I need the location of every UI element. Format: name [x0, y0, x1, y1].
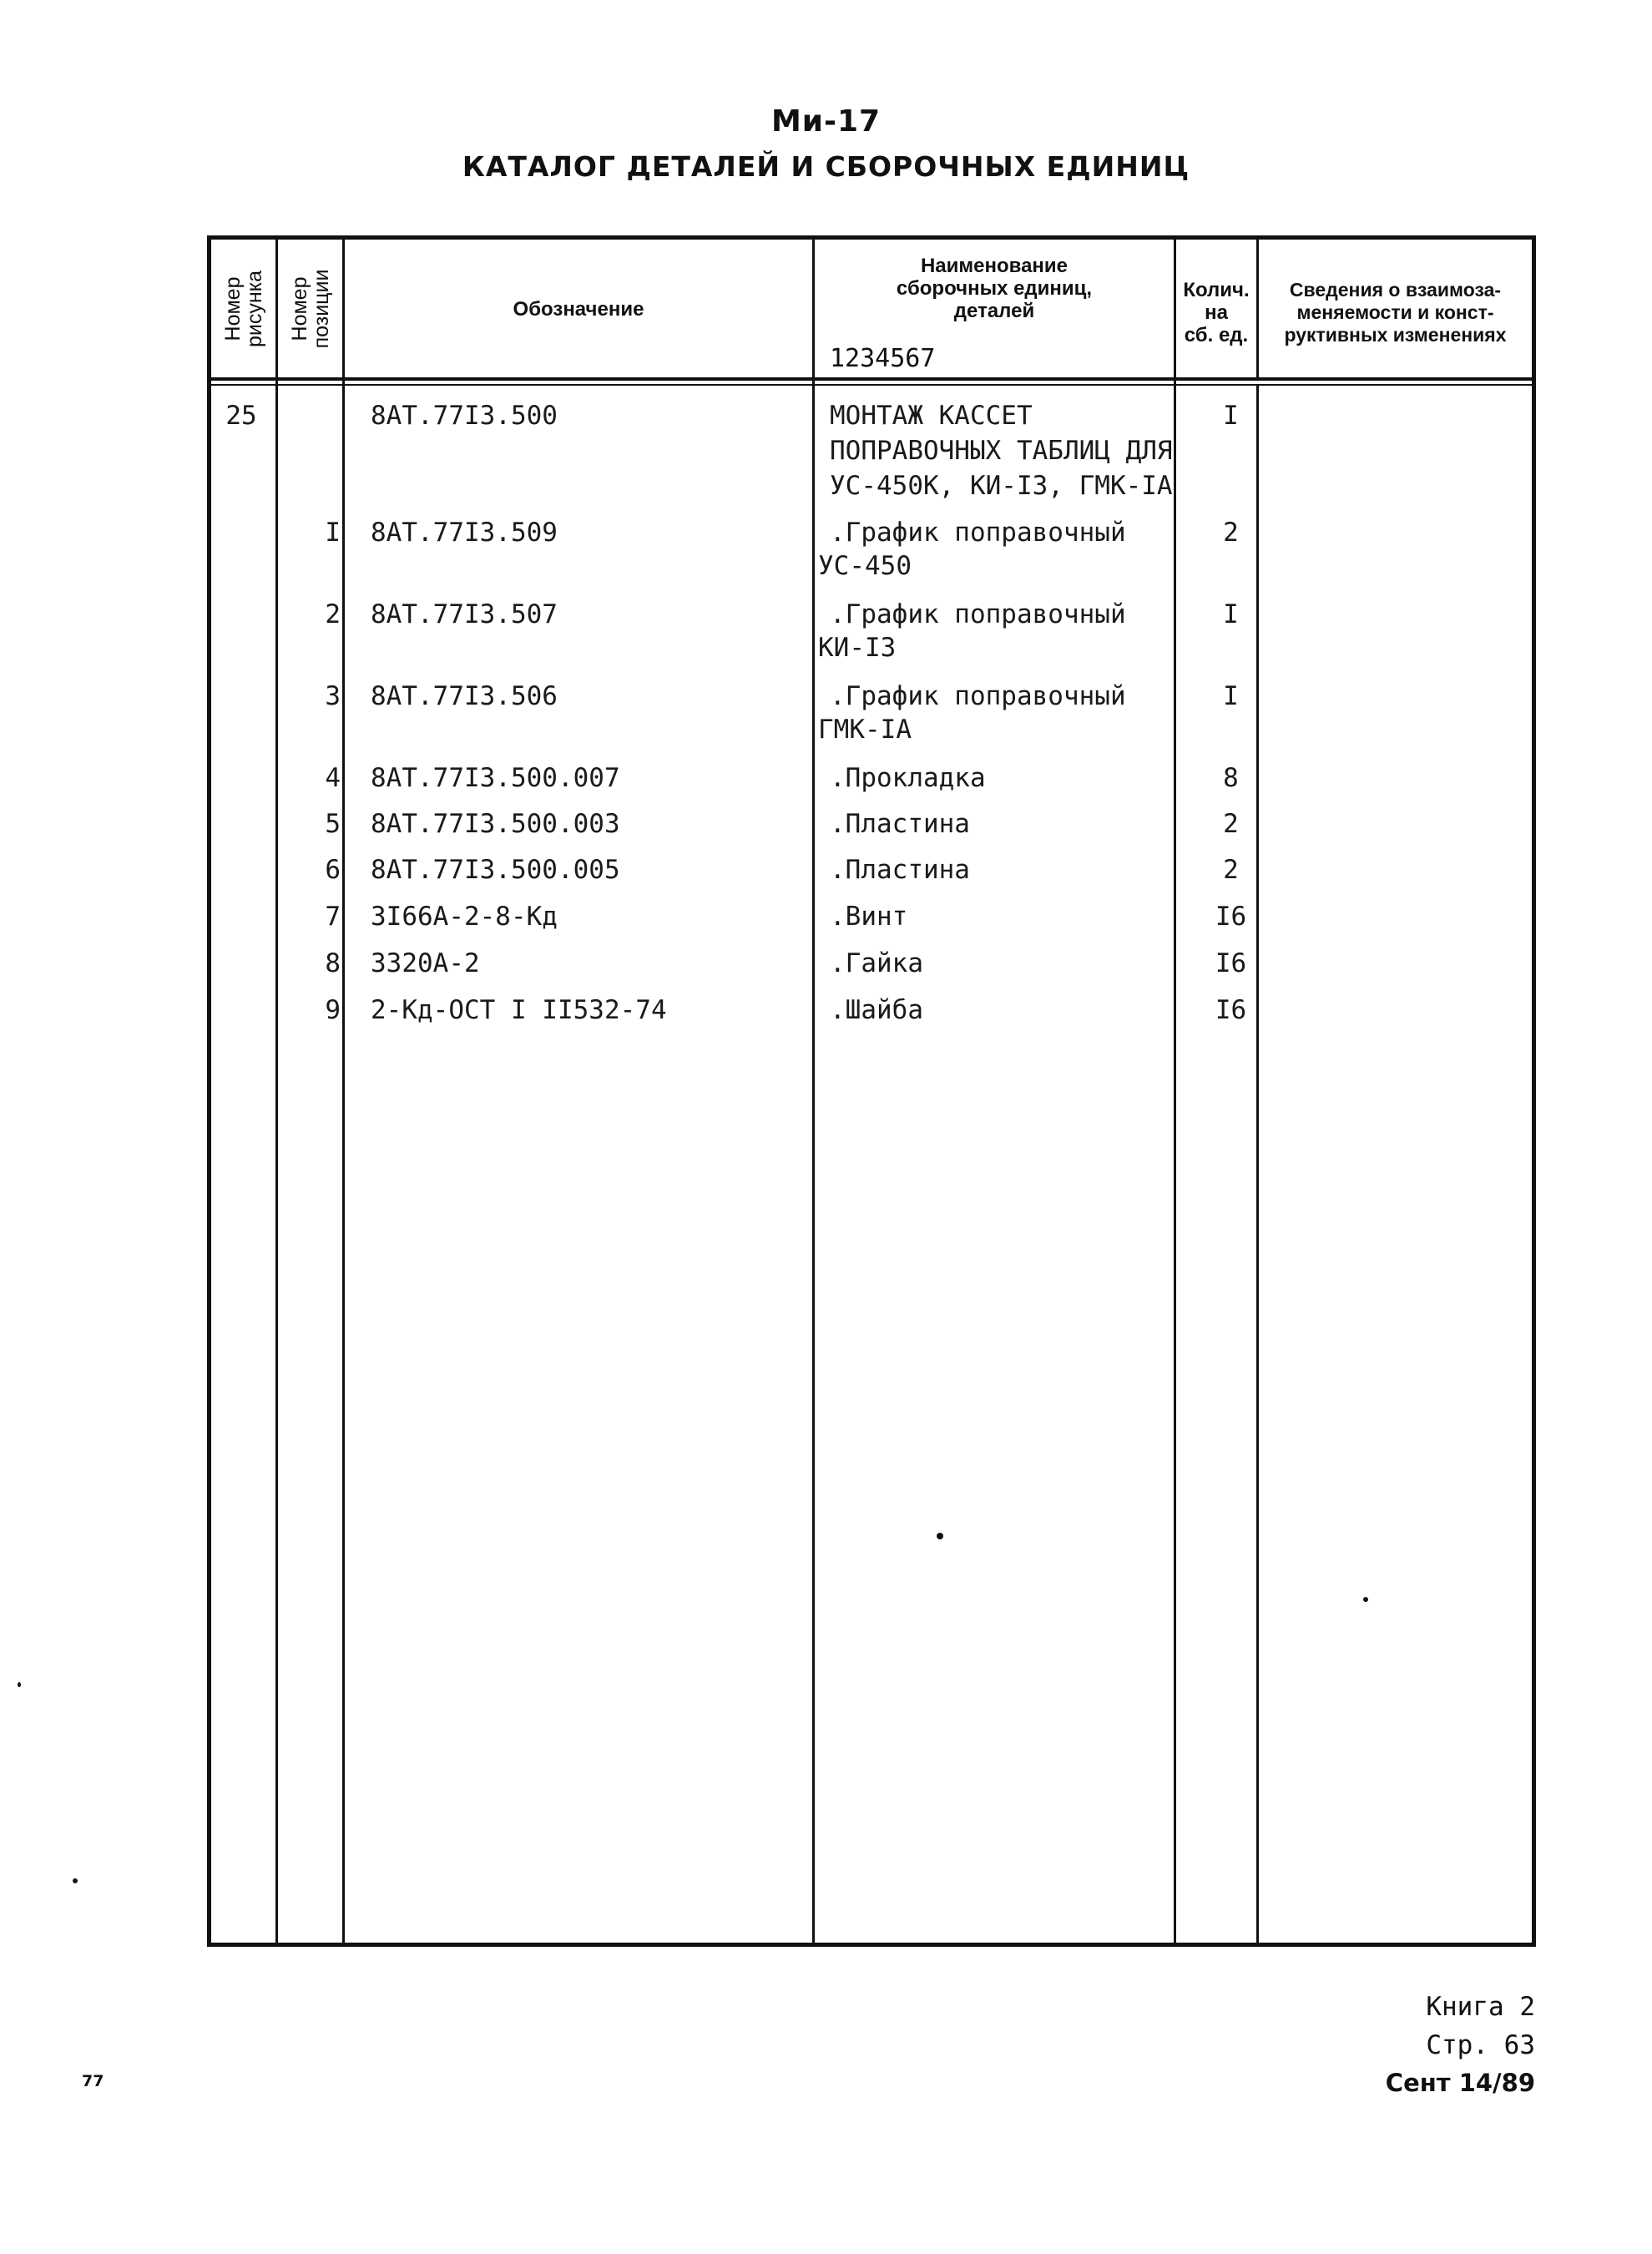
row-name-line: УС-450	[818, 551, 912, 581]
row-qty: 2	[1223, 809, 1239, 839]
col-header-qty-line: сб. ед.	[1184, 324, 1249, 346]
row-designation: 8АТ.77I3.500.007	[371, 763, 620, 793]
row-position-number: 2	[325, 599, 341, 629]
col-header-figure-line: рисунка	[242, 270, 266, 347]
col-header-name-line: сборочных единиц,	[896, 277, 1093, 300]
scan-speck	[73, 1878, 78, 1883]
row-name-line: ПОПРАВОЧНЫХ ТАБЛИЦ ДЛЯ	[830, 436, 1173, 466]
row-name-line: ГМК-IА	[818, 715, 912, 745]
footer-book: Книга 2	[1426, 1992, 1535, 2022]
row-designation: 8АТ.77I3.500	[371, 401, 558, 431]
column-divider	[342, 235, 345, 1947]
row-name-line: .Пластина	[830, 855, 970, 885]
row-name-line: .Пластина	[830, 809, 970, 839]
row-designation: 8АТ.77I3.507	[371, 599, 558, 629]
row-qty: I	[1223, 401, 1239, 431]
col-header-designation	[345, 240, 812, 377]
row-qty: I6	[1215, 948, 1247, 978]
col-header-name-line: деталей	[953, 300, 1035, 322]
column-divider	[275, 235, 278, 1947]
row-name-line: УС-450К, КИ-I3, ГМК-IА	[830, 471, 1173, 501]
row-qty: 8	[1223, 763, 1239, 793]
row-position-number: 5	[325, 809, 341, 839]
row-name-line: .График поправочный	[830, 599, 1126, 629]
col-header-position	[278, 240, 342, 377]
col-header-qty-line: Колич.	[1183, 279, 1250, 301]
col-header-info	[1259, 240, 1532, 377]
col-header-qty-line: на	[1205, 301, 1228, 324]
column-divider	[1174, 235, 1176, 1947]
row-name-line: .Шайба	[830, 995, 923, 1025]
col-header-name-index: 1234567	[830, 344, 936, 373]
row-figure-number: 25	[225, 401, 257, 431]
row-position-number: 4	[325, 763, 341, 793]
page-title: Ми-17	[770, 104, 882, 139]
col-header-figure	[211, 240, 275, 377]
scan-speck	[937, 1533, 943, 1539]
col-header-name	[815, 240, 1174, 377]
footer-page: Стр. 63	[1426, 2030, 1535, 2060]
col-header-name-line: Наименование	[920, 255, 1068, 277]
footer-date: Сент 14/89	[1385, 2069, 1535, 2097]
row-position-number: 8	[325, 948, 341, 978]
row-position-number: 7	[325, 902, 341, 932]
header-divider	[207, 384, 1536, 386]
page-subtitle: КАТАЛОГ ДЕТАЛЕЙ И СБОРОЧНЫХ ЕДИНИЦ	[462, 150, 1190, 183]
row-name-line: .Прокладка	[830, 763, 986, 793]
row-position-number: 9	[325, 995, 341, 1025]
row-name-line: .График поправочный	[830, 518, 1126, 548]
col-header-designation-text: Обозначение	[513, 298, 644, 321]
row-name-line: .График поправочный	[830, 681, 1126, 711]
row-name-line: .Винт	[830, 902, 908, 932]
row-position-number: 6	[325, 855, 341, 885]
row-position-number: 3	[325, 681, 341, 711]
row-position-number: I	[325, 518, 341, 548]
col-header-info-line: руктивных изменениях	[1284, 324, 1507, 346]
row-designation: 2-Кд-ОСТ I II532-74	[371, 995, 667, 1025]
scan-speck	[18, 1682, 21, 1687]
row-name-line: МОНТАЖ КАССЕТ	[830, 401, 1033, 431]
col-header-info-line: меняемости и конст-	[1296, 301, 1494, 323]
row-qty: I	[1223, 681, 1239, 711]
scan-speck	[1363, 1597, 1368, 1602]
header-divider	[207, 377, 1536, 381]
col-header-info-line: Сведения о взаимоза-	[1289, 279, 1502, 301]
col-header-qty	[1176, 240, 1256, 377]
row-name-line: .Гайка	[830, 948, 923, 978]
col-header-position-line: Номер	[287, 276, 311, 341]
parts-table	[207, 235, 1536, 1947]
sheet-number: 77	[82, 2072, 104, 2090]
row-qty: I6	[1215, 902, 1247, 932]
row-qty: I	[1223, 599, 1239, 629]
row-qty: 2	[1223, 518, 1239, 548]
row-designation: 8АТ.77I3.500.003	[371, 809, 620, 839]
row-qty: I6	[1215, 995, 1247, 1025]
row-designation: 3320А-2	[371, 948, 480, 978]
col-header-figure-line: Номер	[220, 276, 245, 341]
row-designation: 8АТ.77I3.509	[371, 518, 558, 548]
row-qty: 2	[1223, 855, 1239, 885]
row-designation: 8АТ.77I3.500.005	[371, 855, 620, 885]
column-divider	[812, 235, 815, 1947]
row-designation: 8АТ.77I3.506	[371, 681, 558, 711]
col-header-position-line: позиции	[309, 269, 333, 348]
row-name-line: КИ-I3	[818, 633, 897, 663]
row-designation: 3I66А-2-8-Кд	[371, 902, 558, 932]
